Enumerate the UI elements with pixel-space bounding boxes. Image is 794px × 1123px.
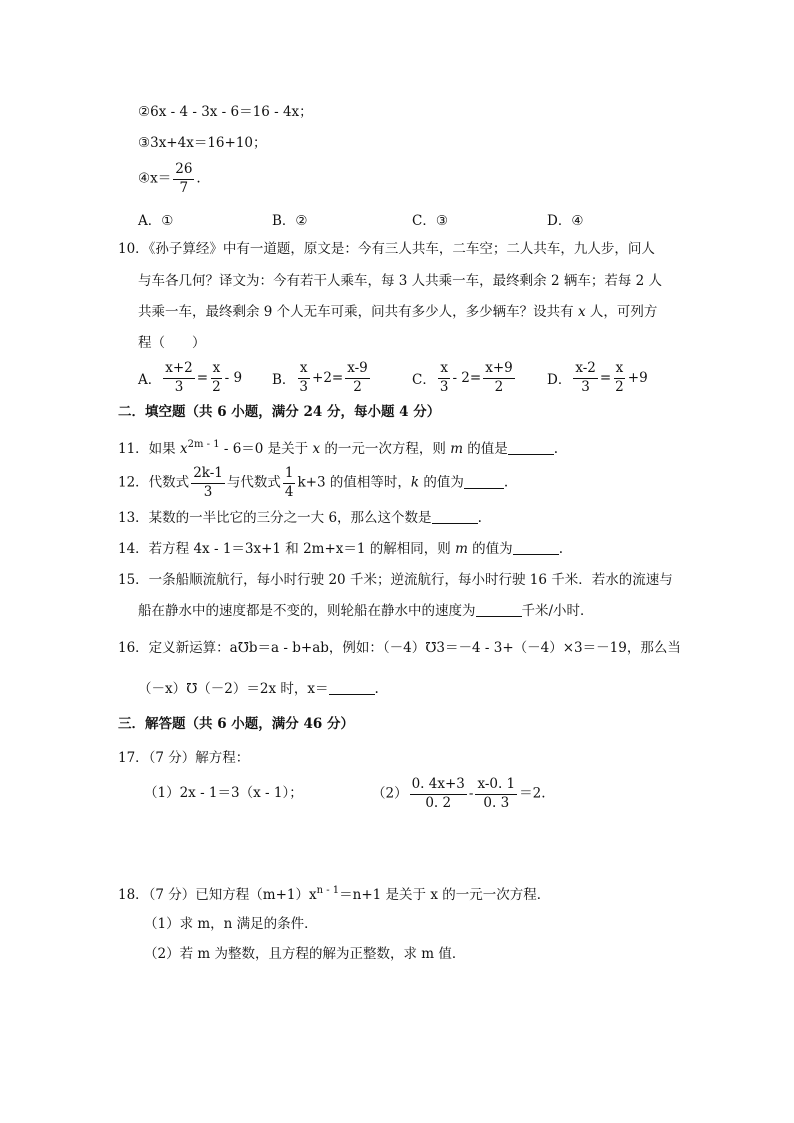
step-text: 6x - 4 - 3x - 6＝16 - 4x； (150, 104, 313, 120)
denominator: 0. 3 (483, 794, 510, 811)
q9-step-4 (138, 162, 201, 196)
denominator: 3 (174, 378, 184, 395)
numerator: x (211, 361, 223, 379)
q9-option-c (412, 209, 448, 229)
q16-line-2 (138, 683, 379, 697)
q12 (118, 466, 508, 500)
q9-option-b (272, 209, 308, 229)
numerator: x-2 (573, 361, 598, 379)
text: ＝n+1 是关于 x 的一元一次方程． (339, 887, 551, 903)
numerator: 0. 4x+3 (410, 777, 467, 795)
numerator: x (614, 361, 626, 379)
q9-option-d (547, 209, 583, 229)
variable: x (312, 441, 321, 457)
denominator: 3 (581, 378, 590, 395)
answer-blank[interactable] (329, 694, 375, 695)
q10-option-b (272, 361, 372, 395)
tail: +9 (627, 370, 648, 387)
text: 13．某数的一半比它的三分之一大 6，那么这个数是 (118, 510, 432, 526)
option-value: ② (295, 213, 308, 229)
option-letter: C． (412, 213, 436, 229)
numerator: 2k-1 (191, 466, 225, 484)
text: 的值为 (467, 541, 513, 557)
numerator: x+2 (163, 361, 195, 379)
operator: - 2= (452, 370, 482, 387)
q9-step-3 (138, 137, 267, 151)
numerator: x-9 (345, 361, 370, 379)
text: 船在静水中的速度都是不变的，则轮船在静水中的速度为 (138, 603, 476, 619)
q17-heading: 17．（7 分）解方程： (118, 750, 250, 766)
q10-line-3 (138, 306, 657, 320)
numerator: x+9 (483, 361, 515, 379)
denominator: 3 (299, 378, 309, 395)
q16-line-1: 16．定义新运算：a℧b＝a - b+ab，例如：（－4）℧3＝－4 - 3+（－4）×3＝－19，那么当 (118, 640, 681, 656)
q14 (118, 543, 563, 557)
fraction (483, 361, 515, 395)
q10-line-4: 程（ ） (138, 335, 206, 351)
text: 的一元一次方程，则 (320, 441, 451, 457)
operator: - (468, 785, 474, 802)
fraction (438, 361, 451, 395)
text: 18．（7 分）已知方程（m+1）x (118, 887, 317, 903)
option-value: ④ (571, 213, 584, 229)
denominator: 4 (284, 483, 294, 500)
option-letter: A． (138, 372, 162, 389)
denominator: 0. 2 (425, 794, 452, 811)
exponent: n - 1 (316, 885, 340, 896)
fraction (410, 777, 467, 811)
step-lhs: x＝ (150, 170, 172, 187)
option-value: ① (161, 213, 174, 229)
q15-line-2 (138, 605, 594, 619)
text: 14．若方程 4x - 1＝3x+1 和 2m+x＝1 的解相同，则 (118, 541, 456, 557)
exponent: 2m - 1 (187, 439, 220, 450)
option-letter: D． (547, 213, 572, 229)
tail: - 9 (224, 370, 243, 387)
q10-option-c (412, 361, 517, 395)
fraction (210, 361, 223, 395)
q10-option-d (547, 361, 648, 395)
operator: +2= (312, 370, 344, 387)
operator: = (196, 370, 209, 387)
circled-number-2: ② (138, 104, 151, 120)
q17-part-1: （1）2x - 1＝3（x - 1）； (144, 785, 303, 801)
option-letter: D． (547, 372, 572, 389)
text: 的值是 (463, 441, 508, 457)
fraction (613, 361, 626, 395)
denominator: 2 (615, 378, 624, 395)
fraction (573, 361, 598, 395)
text: 12．代数式 (118, 474, 190, 491)
answer-blank[interactable] (464, 488, 504, 489)
section-title-solve: 三．解答题（共 6 小题，满分 46 分） (118, 716, 354, 732)
fraction (345, 361, 370, 395)
text: （2） (372, 785, 408, 802)
step-tail: . (196, 170, 201, 187)
option-letter: A． (138, 213, 162, 229)
option-letter: B． (272, 372, 296, 389)
step-text: 3x+4x＝16+10； (150, 135, 267, 151)
answer-blank[interactable] (508, 454, 554, 455)
q18-part-2: （2）若 m 为整数，且方程的解为正整数，求 m 值． (144, 946, 466, 962)
variable: x (577, 304, 586, 320)
variable: m (455, 541, 468, 557)
text: - 6＝0 是关于 (219, 441, 313, 457)
variable: m (450, 441, 463, 457)
text: 人，可列方 (585, 304, 658, 320)
text: . (558, 541, 563, 557)
numerator: x (298, 361, 310, 379)
q9-option-a (138, 209, 173, 229)
fraction (297, 361, 310, 395)
numerator: 26 (173, 162, 194, 180)
answer-blank[interactable] (513, 554, 559, 555)
numerator: 1 (283, 466, 296, 484)
option-value: ③ (435, 213, 448, 229)
answer-blank[interactable] (432, 523, 478, 524)
denominator: 7 (179, 179, 189, 196)
text: . (503, 474, 509, 491)
section-title-fill-in: 二．填空题（共 6 小题，满分 24 分，每小题 4 分） (118, 404, 441, 420)
operator: = (599, 370, 612, 387)
answer-blank[interactable] (476, 616, 522, 617)
q10-option-a (138, 361, 242, 395)
denominator: 2 (494, 378, 504, 395)
variable: k (410, 474, 420, 491)
text: . (374, 681, 379, 697)
circled-number-3: ③ (138, 135, 151, 151)
fraction (163, 361, 195, 395)
denominator: 2 (212, 378, 221, 395)
q18-part-1: （1）求 m，n 满足的条件． (144, 916, 318, 932)
numerator: x-0. 1 (475, 777, 517, 795)
circled-number-4: ④ (138, 170, 151, 187)
numerator: x (438, 361, 450, 379)
q18-heading (118, 886, 550, 903)
text: 与代数式 (226, 474, 281, 491)
fraction (173, 162, 194, 196)
q17-part-2 (372, 777, 546, 811)
q10-line-2: 与车各几何？译文为：今有若干人乘车，每 3 人共乘一车，最终剩余 2 辆车；若每 2 人 (138, 273, 663, 289)
q10-line-1: 10．《孙子算经》中有一道题，原文是：今有三人共车，二车空；二人共车，九人步，问人 (118, 241, 655, 257)
denominator: 3 (203, 483, 213, 500)
text: 的值为 (419, 474, 464, 491)
option-letter: C． (412, 372, 436, 389)
q11 (118, 440, 558, 457)
variable: x (179, 441, 188, 457)
q9-step-2 (138, 106, 313, 120)
text: k+3 的值相等时， (297, 474, 411, 491)
q13 (118, 512, 482, 526)
q15-line-1: 15．一条船顺流航行，每小时行驶 20 千米；逆流航行，每小时行驶 16 千米．若水的流速与 (118, 572, 673, 588)
option-letter: B． (272, 213, 296, 229)
text: ＝2. (519, 785, 546, 802)
denominator: 3 (439, 378, 449, 395)
text: （－x）℧（－2）＝2x 时，x＝ (138, 681, 329, 697)
text: 11．如果 (118, 441, 180, 457)
fraction (191, 466, 225, 500)
text: 千米/小时． (521, 603, 594, 619)
fraction (283, 466, 296, 500)
text: 共乘一车，最终剩余 9 个人无车可乘，问共有多少人，多少辆车？设共有 (138, 304, 578, 320)
text: . (477, 510, 482, 526)
fraction (475, 777, 517, 811)
text: . (553, 441, 559, 457)
denominator: 2 (353, 378, 362, 395)
